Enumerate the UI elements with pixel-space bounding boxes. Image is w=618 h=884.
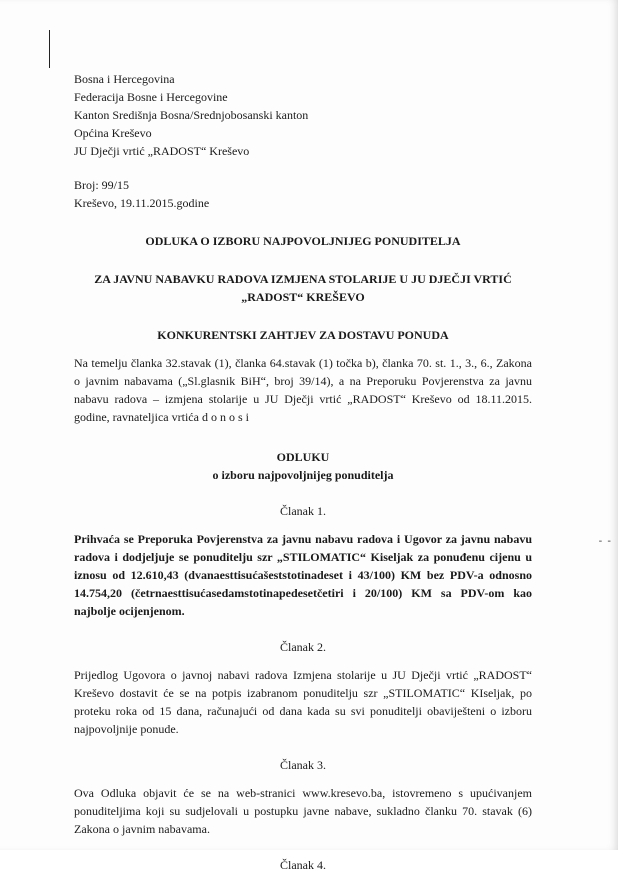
- place-date: Kreševo, 19.11.2015.godine: [74, 196, 210, 210]
- header-line: Općina Kreševo: [74, 126, 152, 140]
- header-line: Federacija Bosne i Hercegovine: [74, 90, 228, 104]
- article-label: Članak 2.: [280, 640, 326, 654]
- article-text: Prijedlog Ugovora o javnoj nabavi radova Izmjena stolarije u JU Dječji vrtić „RADOST“ Kreševo dostavit će se na potpis izabranom ponuditelju szr „STILOMATIC“ KIseljak, po proteku roka od 15 dana, računajući od dana kada su svi ponuditelji obaviješteni o izboru najpovoljnije ponude.: [74, 668, 532, 736]
- reference-number: Broj: 99/15: [74, 178, 130, 192]
- decision-subheading: o izboru najpovoljnijeg ponuditelja: [212, 468, 394, 482]
- stray-mark: - -: [598, 536, 612, 547]
- issuer-header: [74, 70, 532, 160]
- subtitle-line: ZA JAVNU NABAVKU RADOVA IZMJENA STOLARIJE U JU DJEČJI VRTIĆ: [94, 272, 512, 286]
- margin-pen-mark: [49, 30, 50, 68]
- decision-heading: ODLUKU: [276, 450, 330, 464]
- document-body: [74, 70, 532, 884]
- article-label: Članak 3.: [280, 758, 326, 772]
- article-label: Članak 1.: [280, 504, 326, 518]
- header-line: Kanton Središnja Bosna/Srednjobosanski kanton: [74, 108, 309, 122]
- document-title: ODLUKA O IZBORU NAJPOVOLJNIJEG PONUDITELJA: [145, 234, 461, 248]
- article-label: Članak 4.: [280, 858, 326, 872]
- header-line: Bosna i Hercegovina: [74, 72, 175, 86]
- subtitle-line: „RADOST“ KREŠEVO: [241, 290, 365, 304]
- reference-block: [74, 176, 532, 212]
- header-line: JU Dječji vrtić „RADOST“ Kreševo: [74, 144, 250, 158]
- intro-paragraph: Na temelju članka 32.stavak (1), članka 64.stavak (1) točka b), članka 70. st. 1., 3., 6., Zakona o javnim nabavama („Sl.glasnik BiH“, broj 39/14), a na Preporuku Povjerenstva za javnu nabavu radova – izmjena stolarije u JU Dječji vrtić „RADOST“ Kreševo od 18.11.2015. godine, ravnateljica vrtića d o n o s i: [74, 356, 532, 424]
- article-text: Prihvaća se Preporuka Povjerenstva za javnu nabavu radova i Ugovor za javnu nabavu radova i dodjeljuje se ponuditelju szr „STILOMATIC“ Kiseljak za ponuđenu cijenu u iznosu od 12.610,43 (dvanaesttisućašeststotinadeset i 43/100) KM bez PDV-a odnosno 14.754,20 (četrnaesttisućasedamstotinapedesetčetiri i 20/100) KM sa PDV-om kao najbolje ocijenjenom.: [74, 532, 532, 618]
- procedure-title: KONKURENTSKI ZAHTJEV ZA DOSTAVU PONUDA: [157, 328, 449, 342]
- article-text: Ova Odluka objavit će se na web-stranici www.kresevo.ba, istovremeno s upućivanjem ponuditeljima koji su sudjelovali u postupku javne nabave, sukladno članku 70. stavak (6) Zakona o javnim nabavama.: [74, 786, 532, 836]
- document-subtitle: [74, 270, 532, 306]
